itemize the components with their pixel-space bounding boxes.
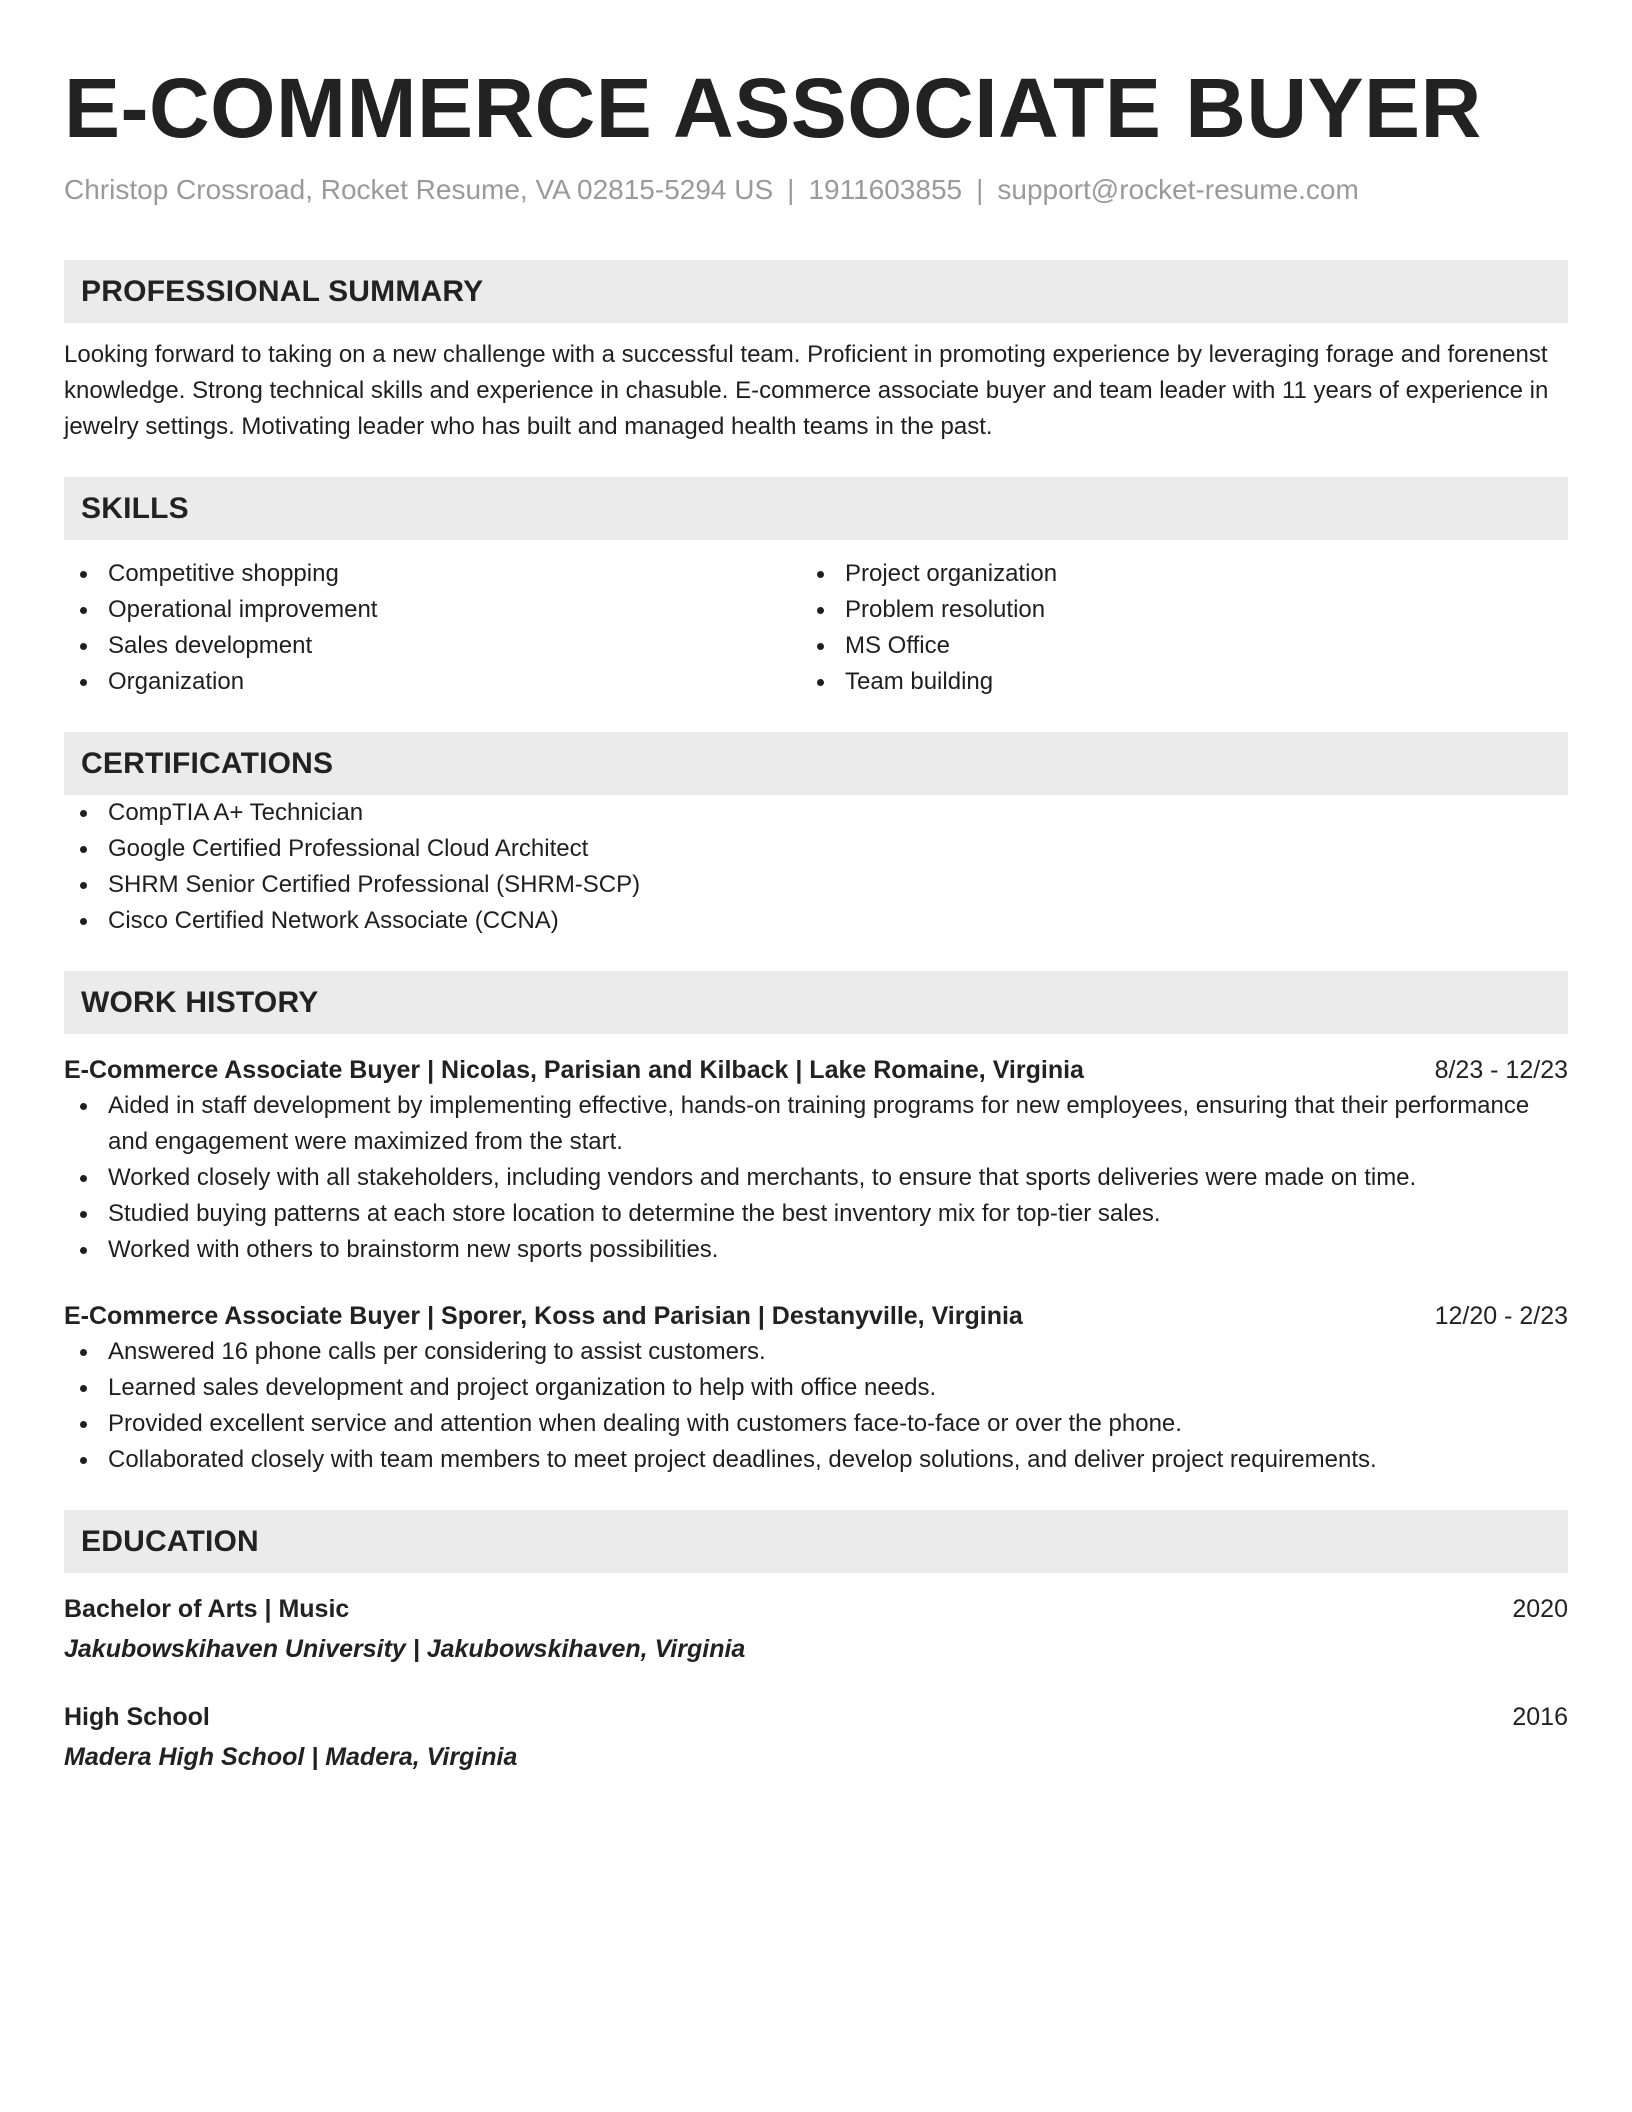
education-entry: [64, 1699, 1568, 1775]
skill-item: Problem resolution: [801, 592, 1538, 628]
skill-item: Organization: [64, 664, 801, 700]
contact-email: support@rocket-resume.com: [997, 174, 1359, 205]
education-school: Madera High School | Madera, Virginia: [64, 1743, 518, 1771]
job-bullet: Collaborated closely with team members to meet project deadlines, develop solutions, and deliver project requirements.: [64, 1442, 1568, 1478]
resume-title: E-COMMERCE ASSOCIATE BUYER: [64, 61, 1482, 155]
job-dates: 8/23 - 12/23: [1434, 1056, 1568, 1084]
contact-address: Christop Crossroad, Rocket Resume, VA 02815-5294 US: [64, 174, 774, 205]
job-bullet: Worked closely with all stakeholders, including vendors and merchants, to ensure that sports deliveries were made on time.: [64, 1160, 1568, 1196]
job-title: E-Commerce Associate Buyer | Sporer, Koss and Parisian | Destanyville, Virginia: [64, 1302, 1023, 1330]
certification-item: CompTIA A+ Technician: [64, 795, 1568, 831]
job-bullets: [64, 1334, 1568, 1478]
education-degree: High School: [64, 1703, 210, 1731]
job-bullet: Worked with others to brainstorm new sports possibilities.: [64, 1232, 1568, 1268]
skills-column-right: [801, 556, 1538, 700]
education-header: [64, 1591, 1568, 1627]
job-bullet: Learned sales development and project organization to help with office needs.: [64, 1370, 1568, 1406]
education-header: [64, 1699, 1568, 1735]
job-bullet: Studied buying patterns at each store location to determine the best inventory mix for top-tier sales.: [64, 1196, 1568, 1232]
skill-item: Operational improvement: [64, 592, 801, 628]
skill-item: Project organization: [801, 556, 1538, 592]
skills-list: [64, 556, 1568, 700]
education-year: 2016: [1512, 1703, 1568, 1731]
contact-separator: |: [976, 174, 984, 205]
section-heading-education: EDUCATION: [64, 1510, 1568, 1573]
job-title: E-Commerce Associate Buyer | Nicolas, Parisian and Kilback | Lake Romaine, Virginia: [64, 1056, 1084, 1084]
contact-line: [64, 172, 1568, 208]
certifications-list: [64, 795, 1568, 939]
job-header: [64, 1052, 1568, 1088]
education-year: 2020: [1512, 1595, 1568, 1623]
section-heading-summary: PROFESSIONAL SUMMARY: [64, 260, 1568, 323]
job-bullet: Provided excellent service and attention when dealing with customers face-to-face or over the phone.: [64, 1406, 1568, 1442]
job-entry: [64, 1052, 1568, 1268]
skill-item: Competitive shopping: [64, 556, 801, 592]
job-bullet: Answered 16 phone calls per considering to assist customers.: [64, 1334, 1568, 1370]
certification-item: Cisco Certified Network Associate (CCNA): [64, 903, 1568, 939]
education-degree: Bachelor of Arts | Music: [64, 1595, 350, 1623]
education-school: Jakubowskihaven University | Jakubowskihaven, Virginia: [64, 1635, 746, 1663]
contact-separator: |: [787, 174, 795, 205]
job-bullet: Aided in staff development by implementing effective, hands-on training programs for new employees, ensuring that their performance and engagement were maximized from the start.: [64, 1088, 1568, 1160]
job-entry: [64, 1298, 1568, 1478]
skill-item: MS Office: [801, 628, 1538, 664]
skill-item: Sales development: [64, 628, 801, 664]
skill-item: Team building: [801, 664, 1538, 700]
certification-item: SHRM Senior Certified Professional (SHRM-SCP): [64, 867, 1568, 903]
certification-item: Google Certified Professional Cloud Architect: [64, 831, 1568, 867]
skills-column-left: [64, 556, 801, 700]
summary-text: Looking forward to taking on a new challenge with a successful team. Proficient in promoting experience by leveraging forage and forenenst knowledge. Strong technical skills and experience in chasuble. E-commerce associate buyer and team leader with 11 years of experience in jewelry settings. Motivating leader who has built and managed health teams in the past.: [64, 341, 1549, 440]
job-header: [64, 1298, 1568, 1334]
job-dates: 12/20 - 2/23: [1434, 1302, 1568, 1330]
section-heading-skills: SKILLS: [64, 477, 1568, 540]
job-bullets: [64, 1088, 1568, 1268]
education-entry: [64, 1591, 1568, 1667]
section-heading-certifications: CERTIFICATIONS: [64, 732, 1568, 795]
contact-phone: 1911603855: [808, 174, 963, 205]
section-heading-work-history: WORK HISTORY: [64, 971, 1568, 1034]
